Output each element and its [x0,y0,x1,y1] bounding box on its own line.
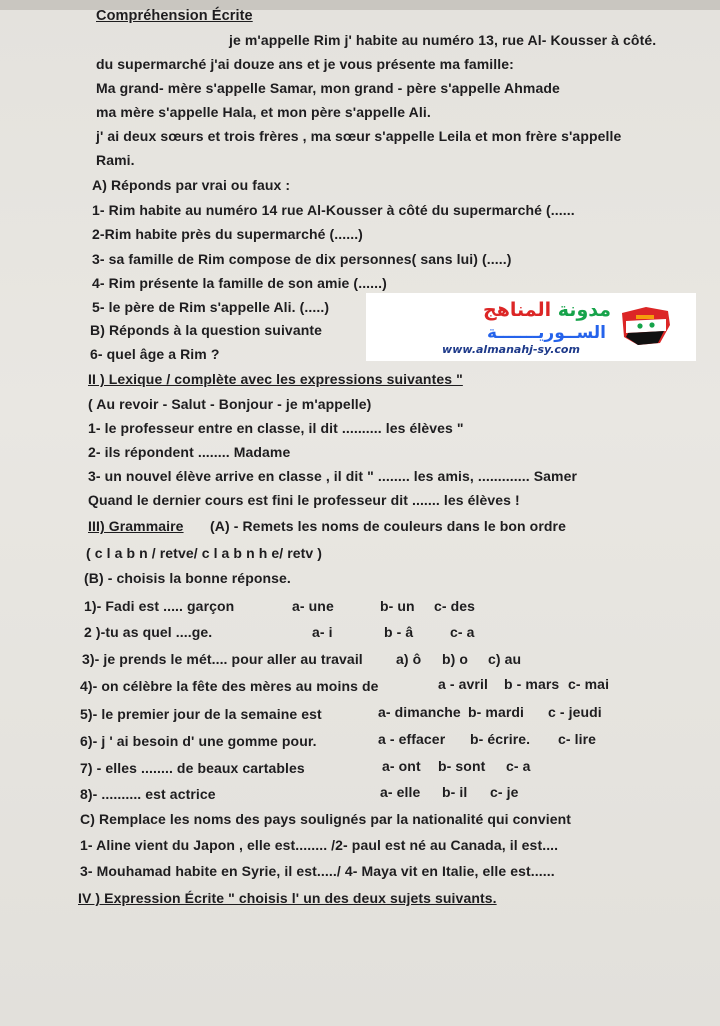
true-false-item-3: 3- sa famille de Rim compose de dix personnes( sans lui) (.....) [92,251,512,267]
text-line-4: ma mère s'appelle Hala, et mon père s'appelle Ali. [96,104,431,120]
mcq-option-2c: c- a [450,624,475,640]
true-false-item-4: 4- Rim présente la famille de son amie (......) [92,275,387,291]
text-line-6: Rami. [96,152,135,168]
mcq-option-1a: a- une [292,598,334,614]
mcq-option-8b: b- il [442,784,468,800]
section-c-heading: C) Remplace les noms des pays soulignés par la nationalité qui convient [80,811,572,827]
watermark-arabic-red: المناهج [483,299,552,321]
scrambled-colors: ( c l a b n / retve/ c l a b n h e/ retv ) [86,545,323,561]
section-b-question: 6- quel âge a Rim ? [90,346,220,362]
text-line-5: j' ai deux sœurs et trois frères , ma sœur s'appelle Leila et mon frère s'appelle [96,128,622,144]
section-c-line-1: 1- Aline vient du Japon , elle est........ /2- paul est né au Canada, il est.... [80,837,559,853]
mcq-option-5c: c - jeudi [548,704,602,720]
mcq-option-6b: b- écrire. [470,731,531,747]
mcq-question-2: 2 )-tu as quel ....ge. [84,624,213,640]
text-line-2: du supermarché j'ai douze ans et je vous présente ma famille: [96,56,514,72]
section-c-line-2: 3- Mouhamad habite en Syrie, il est...../ 4- Maya vit en Italie, elle est...... [80,863,555,879]
mcq-option-7a: a- ont [382,758,421,774]
mcq-question-6: 6)- j ' ai besoin d' une gomme pour. [80,733,317,749]
mcq-option-3c: c) au [488,651,522,667]
mcq-question-5: 5)- le premier jour de la semaine est [80,706,322,722]
true-false-item-2: 2-Rim habite près du supermarché (......) [92,226,363,242]
mcq-option-1c: c- des [434,598,476,614]
mcq-option-2a: a- i [312,624,333,640]
mcq-option-5b: b- mardi [468,704,525,720]
mcq-option-8c: c- je [490,784,519,800]
true-false-item-1: 1- Rim habite au numéro 14 rue Al-Kousser à côté du supermarché (...... [92,202,575,218]
mcq-question-3: 3)- je prends le mét.... pour aller au travail [82,651,363,667]
mcq-option-7c: c- a [506,758,531,774]
grammaire-part-b: (B) - choisis la bonne réponse. [84,570,291,586]
mcq-option-8a: a- elle [380,784,421,800]
page-title: Compréhension Écrite [96,8,253,24]
true-false-item-5: 5- le père de Rim s'appelle Ali. (.....) [92,299,330,315]
mcq-option-4a: a - avril [438,676,488,692]
watermark-arabic-title [396,299,611,321]
watermark-url: www.almanahj-sy.com [442,343,580,356]
mcq-option-6c: c- lire [558,731,597,747]
text-line-1: je m'appelle Rim j' habite au numéro 13, rue Al- Kousser à côté. [229,32,657,48]
lexique-item-4: Quand le dernier cours est fini le professeur dit ....... les élèves ! [88,492,520,508]
mcq-question-7: 7) - elles ........ de beaux cartables [80,760,305,776]
mcq-option-1b: b- un [380,598,415,614]
mcq-option-4c: c- mai [568,676,610,692]
grammaire-part-a: (A) - Remets les noms de couleurs dans le bon ordre [210,518,566,534]
mcq-option-3b: b) o [442,651,469,667]
lexique-choices: ( Au revoir - Salut - Bonjour - je m'appelle) [88,396,372,412]
mcq-question-8: 8)- .......... est actrice [80,786,216,802]
expression-heading: IV ) Expression Écrite " choisis l' un des deux sujets suivants. [78,890,497,906]
mcq-option-6a: a - effacer [378,731,446,747]
mcq-question-1: 1)- Fadi est ..... garçon [84,598,235,614]
watermark-arabic-subtitle: الســوريـــــــة [487,323,606,343]
lexique-heading: II ) Lexique / complète avec les expressions suivantes " [88,371,463,387]
lexique-item-2: 2- ils répondent ........ Madame [88,444,291,460]
mcq-question-4: 4)- on célèbre la fête des mères au moins de [80,678,379,694]
watermark-logo [366,293,696,361]
mcq-option-2b: b - â [384,624,414,640]
grammaire-heading: III) Grammaire [88,518,184,534]
lexique-item-3: 3- un nouvel élève arrive en classe , il dit " ........ les amis, ............. Samer [88,468,578,484]
text-line-3: Ma grand- mère s'appelle Samar, mon grand - père s'appelle Ahmade [96,80,560,96]
mcq-option-7b: b- sont [438,758,486,774]
mcq-option-5a: a- dimanche [378,704,461,720]
syria-map-icon [616,303,674,349]
section-b-heading: B) Réponds à la question suivante [90,322,323,338]
lexique-item-1: 1- le professeur entre en classe, il dit .......... les élèves " [88,420,464,436]
section-a-heading: A) Réponds par vrai ou faux : [92,177,291,193]
mcq-option-3a: a) ô [396,651,422,667]
mcq-option-4b: b - mars [504,676,560,692]
watermark-arabic-green: مدونة [551,299,611,321]
